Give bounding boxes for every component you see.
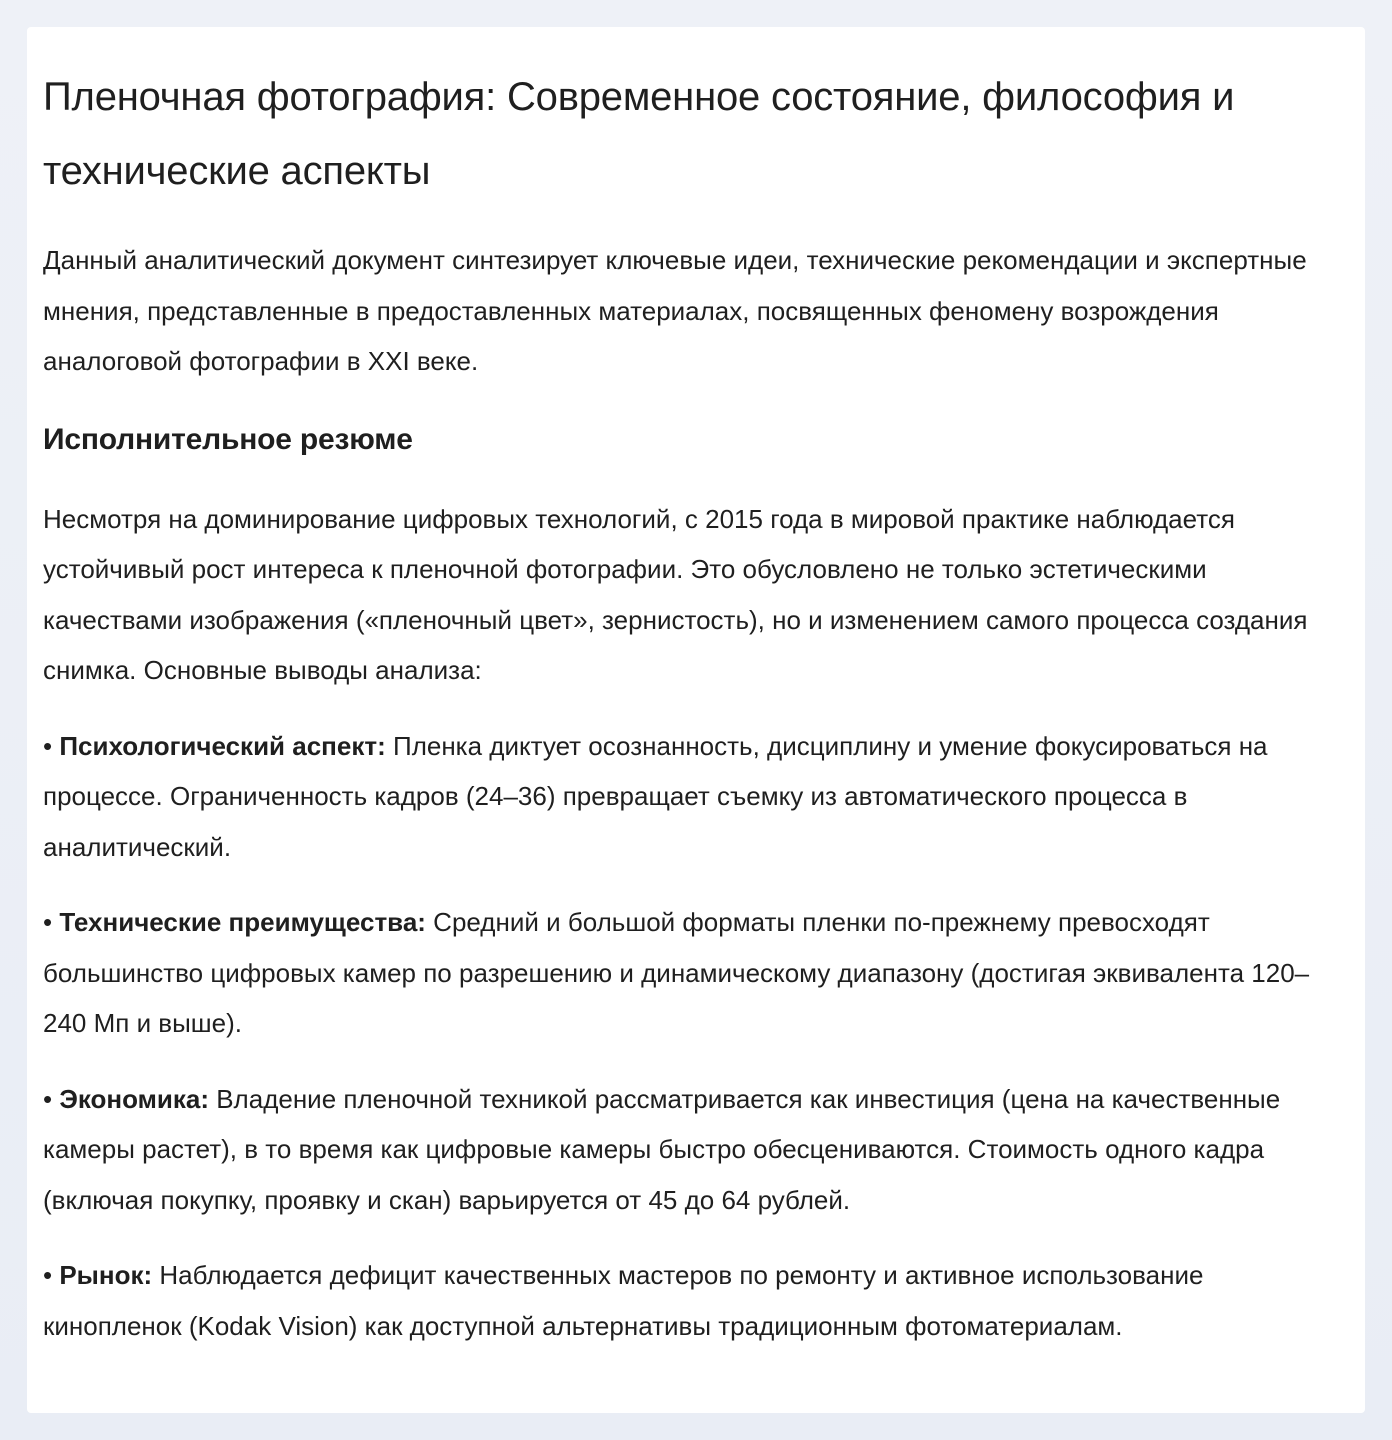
bullet-term: Экономика: xyxy=(59,1083,209,1114)
bullet-term: Рынок: xyxy=(59,1260,153,1290)
bullet-text: Владение пленочной техникой рассматривается как инвестиция (цена на качественные камеры растет), в то время как цифровые камеры быстро обесцениваются. Стоимость одного кадра (включая покупку, проявку и скан) варьируется от 45 до 64 рублей. xyxy=(43,1083,1281,1215)
bullet-item-technical xyxy=(43,897,1349,1049)
bullet-marker: • xyxy=(43,1083,53,1114)
intro-paragraph: Данный аналитический документ синтезирует ключевые идеи, технические рекомендации и экспертные мнения, представленные в предоставленных материалах, посвященных феномену возрождения аналоговой фотографии в XXI веке. xyxy=(43,245,1307,376)
bullet-text: Пленка диктует осознанность, дисциплину и умение фокусироваться на процессе. Ограниченность кадров (24–36) превращает съемку из автоматического процесса в аналитический. xyxy=(43,730,1268,862)
bullet-item-psychology xyxy=(43,721,1349,873)
bullet-marker: • xyxy=(43,907,53,937)
bullet-item-market xyxy=(43,1250,1349,1351)
bullet-term: Технические преимущества: xyxy=(59,907,426,937)
summary-paragraph: Несмотря на доминирование цифровых технологий, с 2015 года в мировой практике наблюдается устойчивый рост интереса к пленочной фотографии. Это обусловлено не только эстетическими качествами изображения («пленочный цвет», зернистость), но и изменением самого процесса создания снимка. Основные выводы анализа: xyxy=(43,503,1308,685)
bullet-term: Психологический аспект: xyxy=(59,730,386,761)
bullet-item-economics xyxy=(43,1074,1349,1226)
bullet-marker: • xyxy=(43,730,53,761)
bullet-text: Наблюдается дефицит качественных мастеров по ремонту и активное использование кинопленок (Kodak Vision) как доступной альтернативы традиционным фотоматериалам. xyxy=(43,1260,1204,1341)
bullet-text: Средний и большой форматы пленки по-прежнему превосходят большинство цифровых камер по разрешению и динамическому диапазону (достигая эквивалента 120–240 Мп и выше). xyxy=(43,907,1310,1038)
document-title: Пленочная фотография: Современное состояние, философия и технические аспекты xyxy=(43,75,1235,193)
section-heading: Исполнительное резюме xyxy=(43,422,413,456)
bullet-marker: • xyxy=(43,1260,53,1290)
document-card xyxy=(27,27,1365,1413)
